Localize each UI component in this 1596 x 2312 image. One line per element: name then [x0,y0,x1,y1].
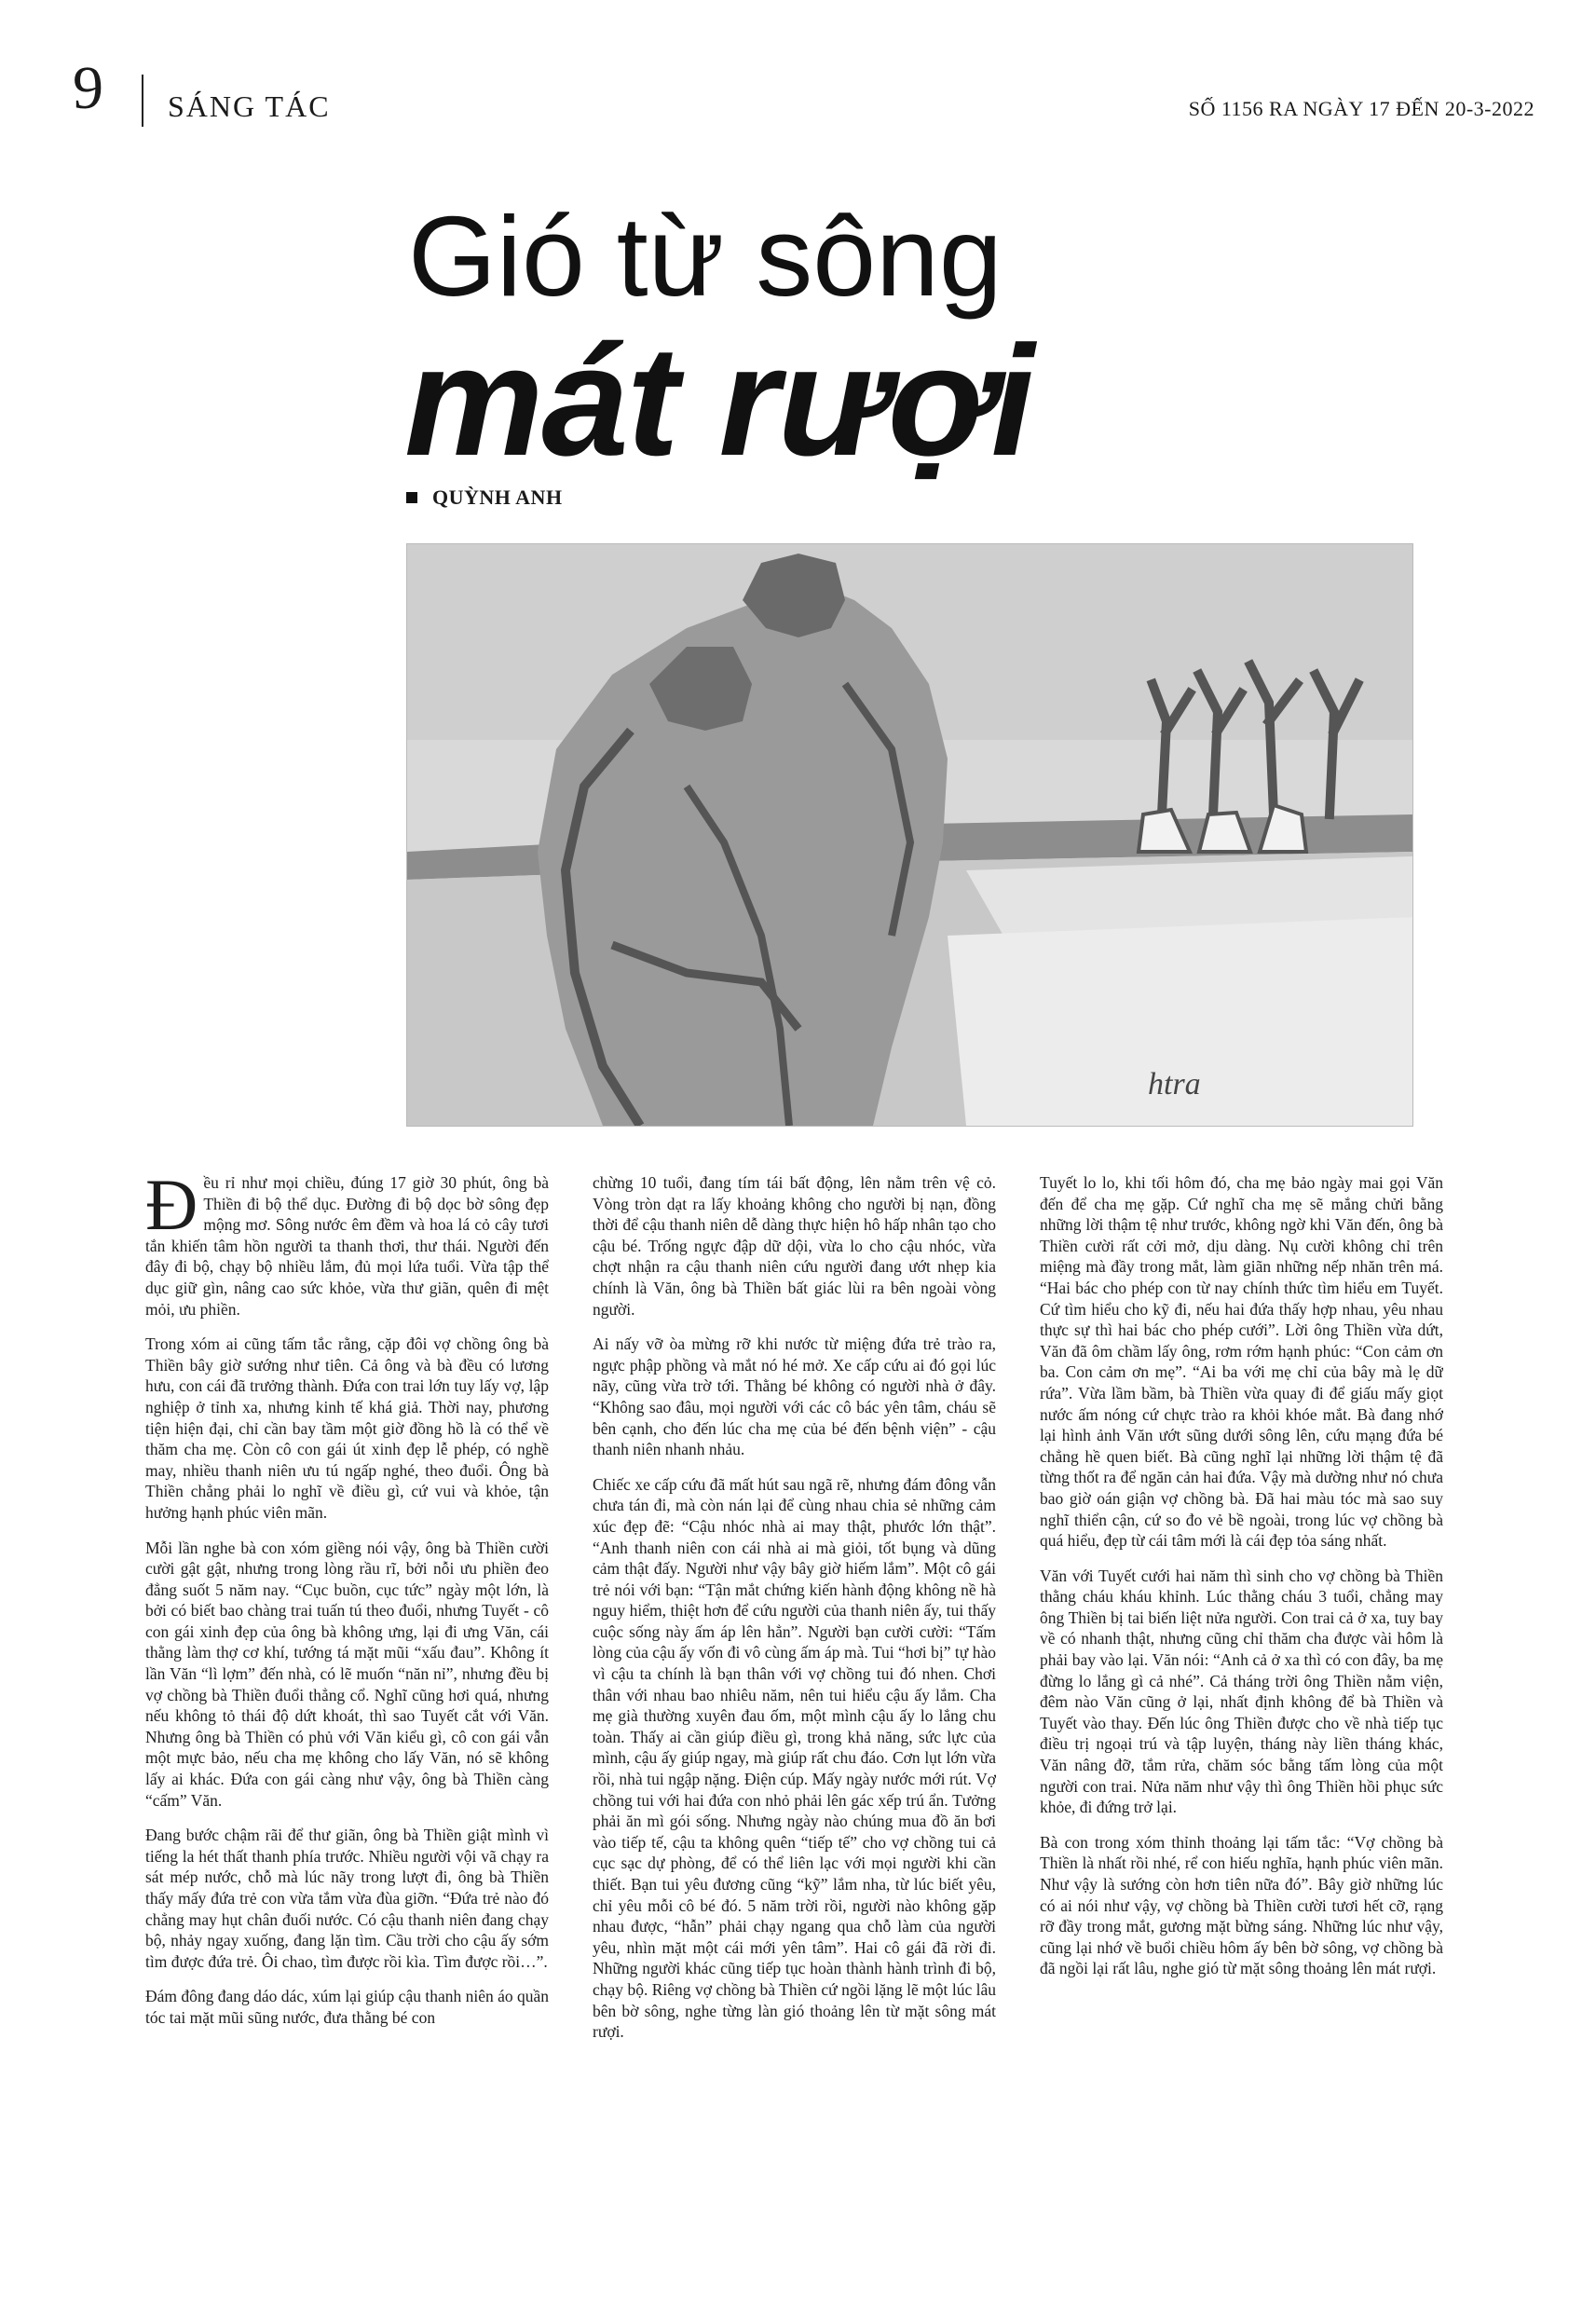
article-title-line2: mát rượi [404,313,1033,488]
paragraph: Đám đông đang dáo dác, xúm lại giúp cậu thanh niên áo quần tóc tai mặt mũi sũng nước, đưa thằng bé con [145,1987,549,2027]
header-divider [142,75,143,127]
paragraph: Ai nấy vỡ òa mừng rỡ khi nước từ miệng đứa trẻ trào ra, ngực phập phồng và mắt nó hé mở. Xe cấp cứu ai đó gọi lúc nãy, cũng vừa trờ tới. Thằng bé không có người nhà ở đây. “Không sao đâu, mọi người với các cô bác yên tâm, cháu sẽ bên cạnh, cho đến lúc cha mẹ của bé đến bệnh viện” - cậu thanh niên nhanh nhảu. [593,1334,996,1459]
issue-info: SỐ 1156 RA NGÀY 17 ĐẾN 20-3-2022 [1188,97,1535,120]
author-name: QUỲNH ANH [432,486,563,509]
article-body [145,1172,1443,2263]
paragraph: Văn với Tuyết cưới hai năm thì sinh cho vợ chồng bà Thiền thằng cháu kháu khỉnh. Lúc thằng cháu 3 tuổi, chẳng may ông Thiền bị tai biến liệt nửa người. Con trai cả ở xa, tuy bay về có nhanh thật, nhưng cũng chỉ thăm cha được vài hôm là phải bay vào lại. Văn nói: “Anh cả ở xa thì có con đây, ba mẹ đừng lo lắng gì cả nhé”. Cả tháng trời ông Thiền nằm viện, đêm nào Văn cũng ở lại, nhất định không để bà Thiền và Tuyết vào thay. Đến lúc ông Thiền được cho về nhà tiếp tục điều trị ngoại trú và tập luyện, tháng này liền tháng khác, Văn nâng đỡ, tắm rửa, chăm sóc bằng tấm lòng của một người con trai. Nửa năm như vậy thì ông Thiền hồi phục sức khỏe, đi đứng trở lại. [1040,1566,1443,1817]
drop-cap: Đ [145,1172,198,1245]
paragraph: chừng 10 tuổi, đang tím tái bất động, lên nằm trên vệ cỏ. Vòng tròn dạt ra lấy khoảng không cho người bị nạn, đồng thời để cậu thanh niên dễ dàng thực hiện hô hấp nhân tạo cho cậu bé. Trống ngực đập dữ dội, vừa lo cho cậu nhóc, vừa chợt nhận ra cậu thanh niên cứu người đang ướt nhẹp kia chính là Văn, ông bà Thiền bất giác lùi ra bên ngoài vòng người. [593,1173,996,1319]
paragraph: Đang bước chậm rãi để thư giãn, ông bà Thiền giật mình vì tiếng la hét thất thanh phía trước. Nhiều người vội vã chạy ra sát mép nước, chỗ mà lúc nãy trong lượt đi, ông bà Thiền thấy mấy đứa trẻ con vừa tắm vừa đùa giỡn. “Đứa trẻ nào đó chẳng may hụt chân đuối nước. Có cậu thanh niên đang chạy bộ, nhảy ngay xuống, đang lặn tìm. Cầu trời cho cậu ấy sớm tìm được đứa trẻ. Ôi chao, tìm được rồi kìa. Tìm được rồi…”. [145,1826,549,1971]
paragraph: Mỗi lần nghe bà con xóm giềng nói vậy, ông bà Thiền cười cười gật gật, nhưng trong lòng rầu rĩ, bởi nỗi ưu phiền đeo đẳng suốt 5 năm nay. “Cục buồn, cục tức” ngày một lớn, là bởi có biết bao chàng trai tuấn tú theo đuổi, nhưng Tuyết - cô con gái xinh đẹp của ông bà không ưng, lại đi ưng Văn, cái thằng làm thợ cơ khí, tướng tá mặt mũi “xấu đau”. Không ít lần Văn “lì lợm” đến nhà, có lẽ muốn “năn nỉ”, nhưng đều bị vợ chồng bà Thiền đuổi thẳng cổ. Nghĩ cũng hơi quá, nhưng nếu không tỏ thái độ dứt khoát, thì sao Tuyết cắt với Văn. Nhưng ông bà Thiền có phủ với Văn kiểu gì, cô con gái vẫn một mực bảo, nếu cha mẹ không cho lấy Văn, nó sẽ không lấy ai khác. Đứa con gái càng như vậy, ông bà Thiền càng “cấm” Văn. [145,1538,549,1810]
byline [406,486,563,510]
article-illustration [406,543,1413,1127]
section-label: SÁNG TÁC [168,89,331,123]
illustrator-signature: htra [1148,1067,1201,1101]
paragraph: Tuyết lo lo, khi tối hôm đó, cha mẹ bảo ngày mai gọi Văn đến để cha mẹ gặp. Cứ nghĩ cha mẹ sẽ mắng chửi bằng những lời thậm tệ như trước, không ngờ khi Văn đến, ông bà Thiền cười rất cởi mở, dịu dàng. Nụ cười không chỉ trên miệng mà đầy trong mắt, làm giãn những nếp nhăn trên má. “Hai bác cho phép con từ nay chính thức tìm hiểu em Tuyết. Cứ tìm hiểu cho kỹ đi, nếu hai đứa thấy hợp nhau, yêu nhau thực sự thì hai bác cho phép cưới”. Lời ông Thiền vừa dứt, Văn đã ôm chầm lấy ông, rơm rớm hạnh phúc: “Con cảm ơn ba. Con cảm ơn mẹ”. “Ai ba với mẹ chỉ của bây mà lẹ dữ rứa”. Vừa lầm bầm, bà Thiền vừa quay đi để giấu mấy giọt nước ấm nóng cứ chực trào ra khỏi khóe mắt. Bà đang nhớ lại hình ảnh Văn ướt sũng dưới sông lên, cứu mạng đứa bé chẳng hề quen biết. Bà cũng nghĩ lại những lời thậm tệ đã từng thốt ra để ngăn cản hai đứa. Vậy mà dường như nó chưa bao giờ oán giận vợ chồng bà. Đã hai màu tóc mà sao suy nghĩ thiển cận, cứ so đo vẻ bề ngoài, trong lúc vợ chồng bà quá hiểu, đẹp từ cái tâm mới là cái đẹp tỏa sáng nhất. [1040,1173,1443,1551]
paragraph: Đều rỉ như mọi chiều, đúng 17 giờ 30 phút, ông bà Thiền đi bộ thể dục. Đường đi bộ dọc bờ sông đẹp mộng mơ. Sông nước êm đềm và hoa lá cỏ cây tươi tắn khiến tâm hồn người ta thanh thơi, thư thái. Người đến đây đi bộ, chạy bộ nhiều lắm, đủ mọi lứa tuổi. Vừa tập thể dục giữ gìn, nâng cao sức khỏe, vừa thư giãn, quên đi mệt mỏi, ưu phiền. [145,1172,549,1319]
bullet-square-icon [406,492,417,503]
article-title-line1: Gió từ sông [408,193,1003,320]
text-column-2 [593,1172,996,2263]
paragraph: Trong xóm ai cũng tấm tắc rằng, cặp đôi vợ chồng ông bà Thiền bây giờ sướng như tiên. Cả ông và bà đều có lương hưu, con cái đã trưởng thành. Đứa con trai lớn tuy lấy vợ, lập nghiệp ở tỉnh xa, nhưng kinh tế khá giả. Thời nay, phương tiện hiện đại, chỉ cần bay tầm một giờ đồng hồ là có thể về thăm cha mẹ. Còn cô con gái út xinh đẹp lễ phép, có nghề may, nhiều thanh niên ưu tú ngấp nghé, theo đuổi. Ông bà Thiền chẳng phải lo nghĩ về điều gì, cứ vui và khỏe, tận hưởng hạnh phúc viên mãn. [145,1334,549,1522]
text-column-1 [145,1172,549,2263]
page-header [0,0,1596,130]
paragraph: Bà con trong xóm thỉnh thoảng lại tấm tắc: “Vợ chồng bà Thiền là nhất rồi nhé, rể con hiếu nghĩa, hạnh phúc viên mãn. Như vậy là sướng còn hơn tiên nữa đó”. Bây giờ những lúc có ai nói như vậy, vợ chồng bà Thiền cười tươi hết cỡ, rạng rỡ đầy trong mắt, gương mặt bừng sáng. Những lúc như vậy, cũng lại nhớ về buổi chiều hôm ấy bên bờ sông, vợ chồng bà đã ngồi lại rất lâu, nghe gió từ mặt sông thoảng lên mát rượi. [1040,1832,1443,1978]
page-number: 9 [73,54,103,122]
text-column-3 [1040,1172,1443,2263]
illustration-drawing [407,544,1412,1126]
paragraph: Chiếc xe cấp cứu đã mất hút sau ngã rẽ, nhưng đám đông vẫn chưa tán đi, mà còn nán lại để cùng nhau chia sẻ những cảm xúc đẹp đẽ: “Cậu nhóc nhà ai may thật, phước lớn thật”. “Anh thanh niên con cái nhà ai mà giỏi, tốt bụng và dũng cảm thật đấy. Người như vậy bây giờ hiếm lắm”. Một cô gái trẻ nói với bạn: “Tận mắt chứng kiến hành động không nề hà nguy hiểm, thiệt hơn để cứu người của thanh niên ấy, tui thấy cuộc sống này ấm áp lên hẳn”. Người bạn cười cười: “Tấm lòng của cậu ấy vốn đi vô cùng ấm áp mà. Tui “hơi bị” tự hào vì cậu ta chính là bạn thân với vợ chồng tui đó nhen. Chơi thân với nhau bao nhiêu năm, nên tui hiểu cậu ấy lắm. Cha mẹ già thường xuyên đau ốm, một mình cậu ấy lo lắng chu toàn. Thấy ai cần giúp điều gì, trong khả năng, sức lực của mình, cậu ấy giúp ngay, mà giúp rất chu đáo. Cơn lụt lớn vừa rồi, nhà tui ngập nặng. Điện cúp. Mấy ngày nước mới rút. Vợ chồng tui với hai đứa con nhỏ phải lên gác xếp trú ẩn. Tưởng phải ăn mì gói sống. Nhưng ngày nào chúng mua đồ ăn bơi vào tiếp tế, cậu ta không quên “tiếp tế” cho vợ chồng tui cả cục sạc dự phòng, để có thể liên lạc với mọi người khi cần thiết. Bạn tui yêu đương cũng “kỹ” lắm nha, từ lúc biết yêu, chỉ yêu mỗi cô bé đó. 5 năm trời rồi, người nào không gặp nhau được, “hẫn” phải chạy ngang qua chỗ làm của người yêu, nhìn mặt một cái mới yên tâm”. Hai cô gái đã rời đi. Những người khác cũng tiếp tục hoàn thành hành trình đi bộ, chạy bộ. Riêng vợ chồng bà Thiền cứ ngồi lặng lẽ một lúc lâu bên bờ sông, nghe từng làn gió thoảng lên từ mặt sông mát rượi. [593,1474,996,2042]
